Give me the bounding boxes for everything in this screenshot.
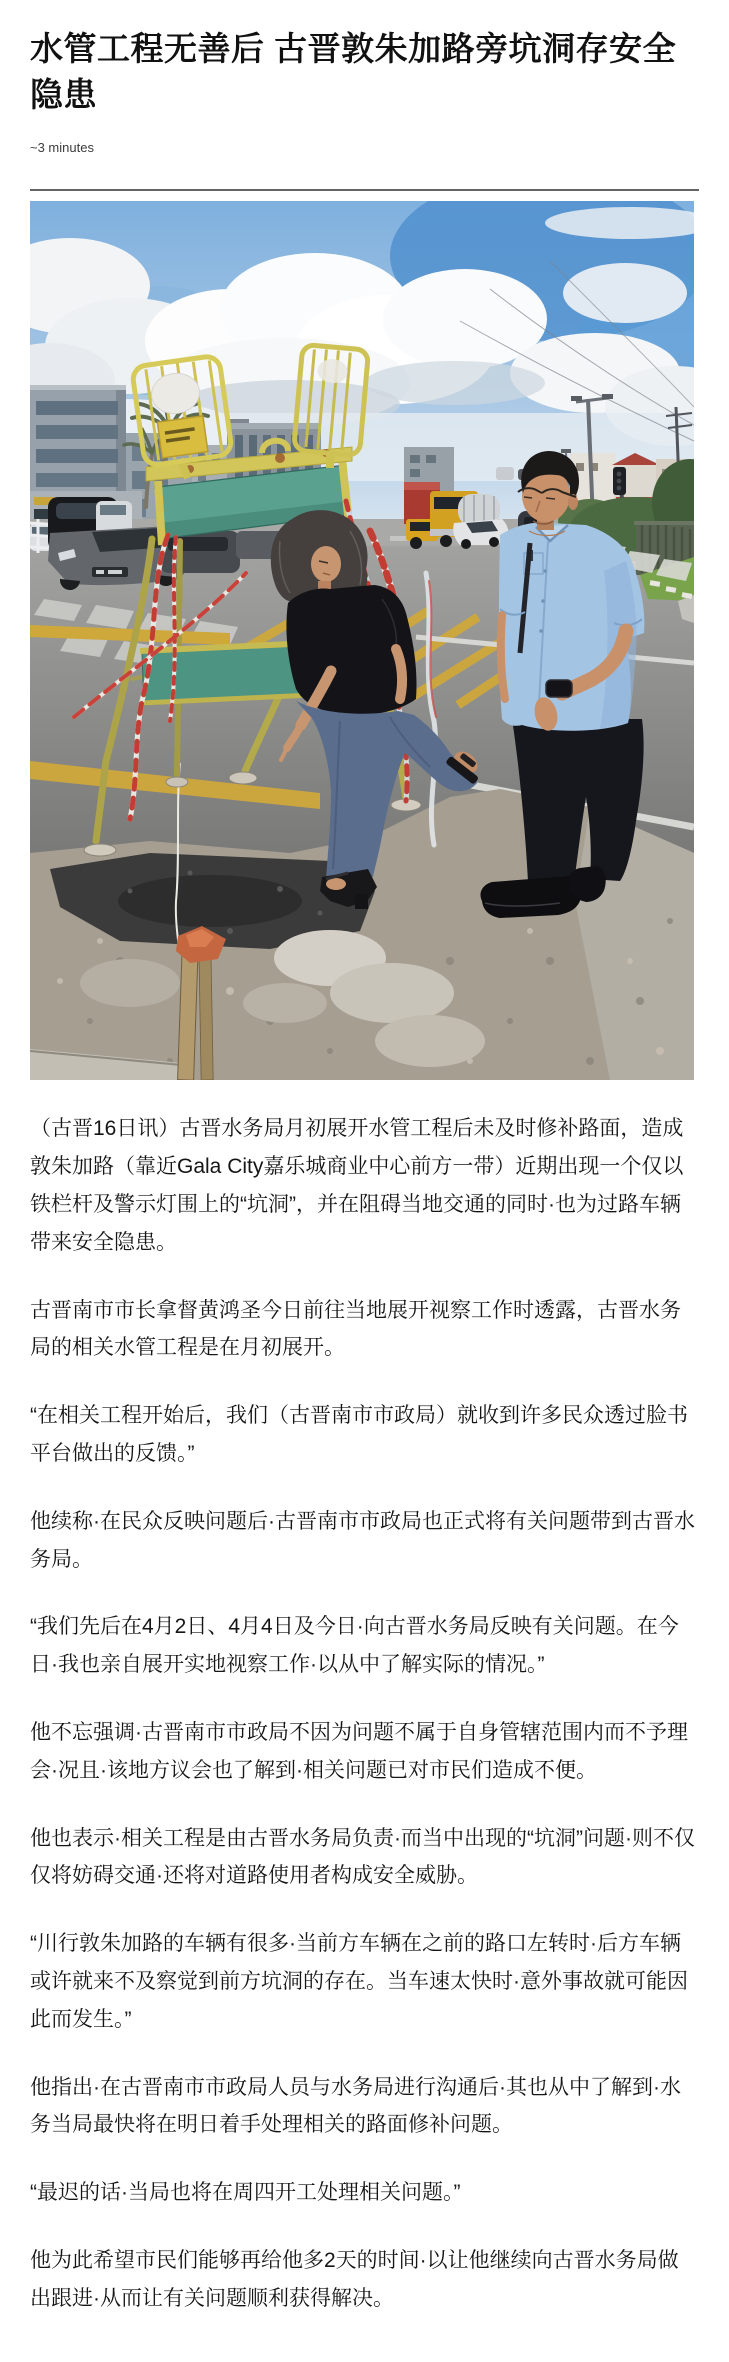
page-title: 水管工程无善后 古晋敦朱加路旁坑洞存安全隐患 [30, 30, 677, 114]
article-paragraph: 古晋南市市长拿督黄鸿圣今日前往当地展开视察工作时透露，古晋水务局的相关水管工程是在月初展开。 [30, 1298, 681, 1360]
divider [30, 189, 699, 191]
article-paragraph: “最迟的话·当局也将在周四开工处理相关问题。” [30, 2181, 461, 2205]
article-paragraph: “我们先后在4月2日、4月4日及今日·向古晋水务局反映有关问题。在今日·我也亲自展开实地视察工作·以从中了解实际的情况。” [30, 1615, 679, 1677]
reading-time: ~3 minutes [30, 140, 94, 156]
smartwatch [546, 680, 572, 697]
article-paragraph: “川行敦朱加路的车辆有很多·当前方车辆在之前的路口左转时·后方车辆或许就来不及察觉到前方坑洞的存在。当车速太快时·意外事故就可能因此而发生。” [30, 1932, 688, 2031]
article-paragraph: 他续称·在民众反映问题后·古晋南市市政局也正式将有关问题带到古晋水务局。 [30, 1509, 695, 1571]
man-left-shoe [480, 876, 581, 918]
article-paragraph: （古晋16日讯）古晋水务局月初展开水管工程后未及时修补路面，造成敦朱加路（靠近Gala City嘉乐城商业中心前方一带）近期出现一个仅以铁栏杆及警示灯围上的“坑洞”，并在阻碍当地交通的同时·也为过路车辆带来安全隐患。 [30, 1117, 684, 1254]
article-paragraph: 他指出·在古晋南市市政局人员与水务局进行沟通后·其也从中了解到·水务当局最快将在明日着手处理相关的路面修补问题。 [30, 2075, 681, 2137]
woman-face [311, 546, 341, 582]
article-photo [30, 201, 694, 1080]
article-paragraph: 他不忘强调·古晋南市市政局不因为问题不属于自身管辖范围内而不予理会·况且·该地方议会也了解到·相关问题已对市民们造成不便。 [30, 1720, 688, 1782]
street-pothole-inspection-photo [30, 201, 694, 1080]
article-paragraph: 他也表示·相关工程是由古晋水务局负责·而当中出现的“坑洞”问题·则不仅仅将妨碍交通·还将对道路使用者构成安全威胁。 [30, 1826, 695, 1888]
article-paragraph: 他为此希望市民们能够再给他多2天的时间·以让他继续向古晋水务局做出跟进·从而让有关问题顺利获得解决。 [30, 2248, 679, 2310]
article-paragraph: “在相关工程开始后，我们（古晋南市市政局）就收到许多民众透过脸书平台做出的反馈。” [30, 1404, 688, 1465]
article-body [30, 1110, 699, 2317]
